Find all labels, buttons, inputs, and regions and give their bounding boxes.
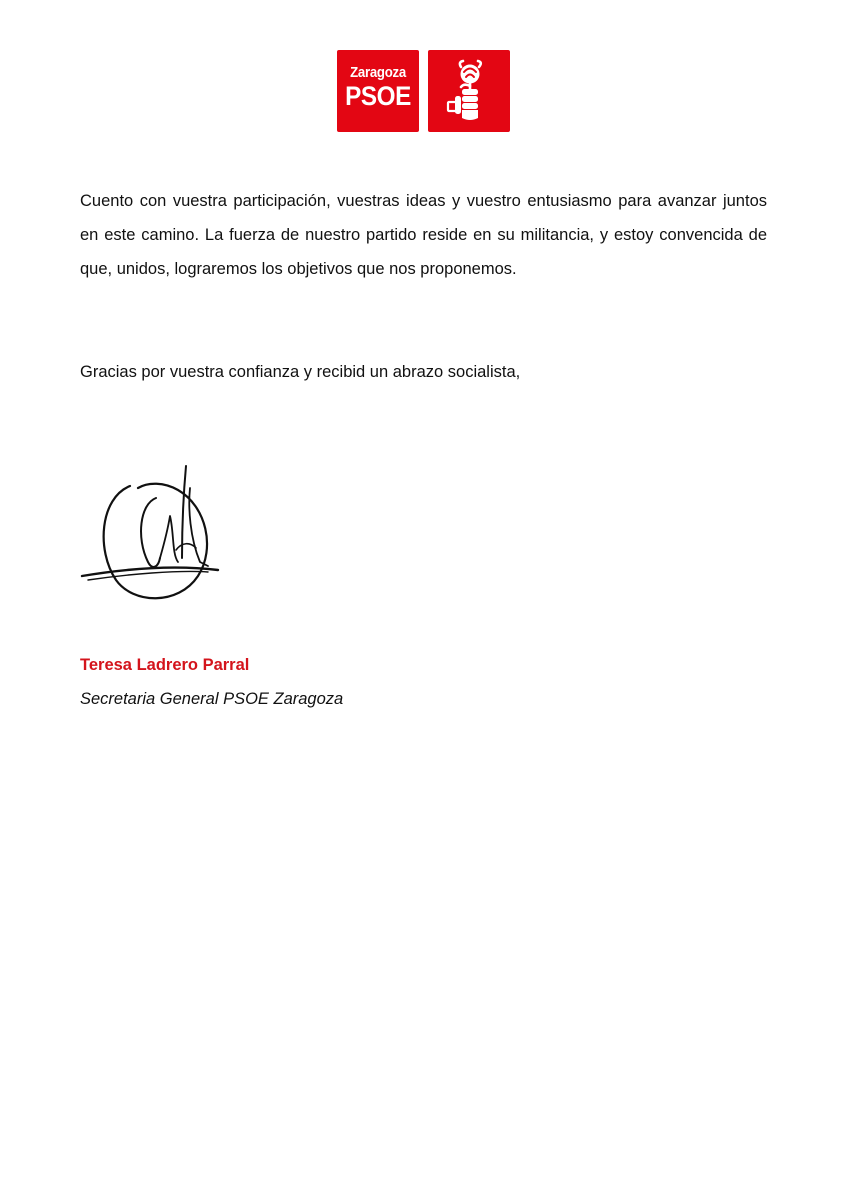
letter-paragraph-farewell: Gracias por vuestra confianza y recibid un abrazo socialista,: [80, 363, 521, 381]
logo-party-label: PSOE: [345, 81, 411, 111]
fist-and-rose-icon: [428, 50, 510, 132]
logo-city-label: Zaragoza: [350, 64, 406, 81]
handwritten-signature-icon: [78, 458, 228, 613]
letter-paragraph-closing: Cuento con vuestra participación, vuestras ideas y vuestro entusiasmo para avanzar juntos en este camino. La fuerza de nuestro partido reside en su militancia, y estoy convencida de que, unidos, lograremos los objetivos que nos proponemos.: [80, 192, 767, 278]
logo-emblem-box: [428, 50, 510, 132]
signer-role: Secretaria General PSOE Zaragoza: [80, 690, 344, 708]
psoe-zaragoza-logo: [337, 50, 510, 132]
logo-text-box: [337, 50, 419, 132]
signer-name: Teresa Ladrero Parral: [80, 656, 250, 674]
